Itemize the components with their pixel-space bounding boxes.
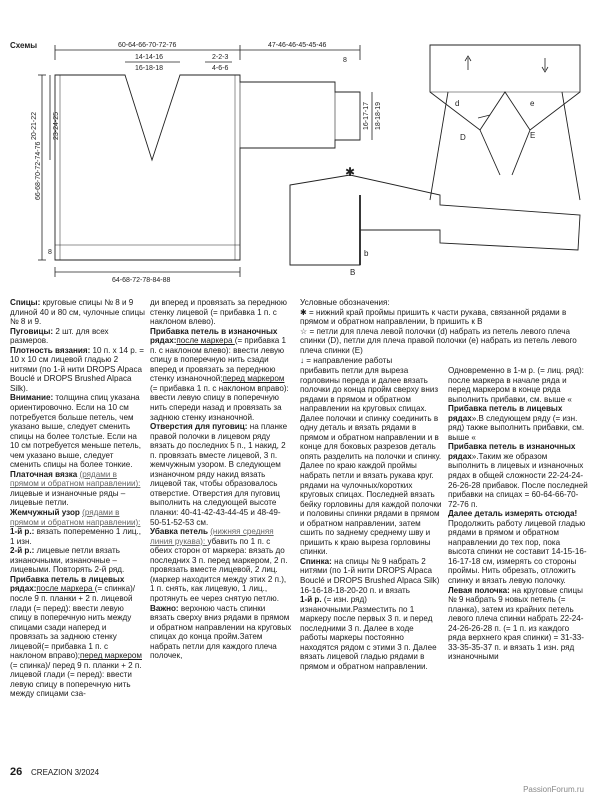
text-column-3: [300, 366, 442, 672]
text-segment: 1-й р.:: [10, 527, 37, 537]
text-segment: Продолжить работу лицевой гладью рядами в прямом и обратном направлении до тех пор, пока высота спинки не составит 14-15-16-16-17-18 см, измерять со стороны проймы. Нить обрезать, отложить спинку и вязать левую полочку.: [448, 518, 587, 586]
text-segment: вязать попеременно 1 лиц., 1 изн.: [10, 527, 142, 546]
text-segment: Спинка:: [300, 556, 335, 566]
text-segment: (нижняя средняя линия рукава):: [150, 527, 274, 546]
paragraph: [10, 575, 146, 699]
text-segment: Прибавка петель в лицевых рядах:: [10, 574, 125, 594]
text-segment: на планке правой полочки в лицевом ряду вязать до последних 5 п., 1 накид, 2 п. провязать вместе лицевой, 3 п. жемчужным узором. В следующем изнаночном ряду накид вязать лицевой так, чтобы образовалось отверстие. Отверстия для пуговиц выполнить на следующей высоте планки: 40-41-42-43-44-45 и 48-49-50-51-52-53 см.: [150, 422, 288, 527]
text-segment: Прибавка петель в изнаночных рядах: [448, 442, 576, 461]
text-segment: 2 шт. для всех размеров.: [10, 326, 109, 346]
text-segment: 10 п. х 14 р. = 10 х 10 см лицевой гладью 2 нитями (по 1-й нити DROPS Alpaca Bouclé и DROPS Brushed Alpaca Silk).: [10, 345, 144, 393]
paragraph: [300, 366, 442, 557]
legend-item-star-outline: [300, 327, 590, 356]
dim-neck-depth-2: 23-24-25: [53, 111, 60, 140]
watermark: PassionForum.ru: [523, 785, 584, 794]
mark-E: E: [530, 131, 536, 140]
text-segment: Левая полочка:: [448, 585, 513, 595]
legend-text-1: = нижний край проймы пришить к части рукава, связанной рядами в прямом и обратном направлении, b пришить к B: [300, 307, 567, 327]
text-segment: Спицы:: [10, 298, 43, 307]
dim-sleeve-length: 47-46-46-45-45-46: [268, 42, 327, 49]
text-segment: (рядами в прямом и обратном направлении):: [10, 469, 141, 489]
paragraph: [10, 327, 146, 346]
text-segment: Далее деталь измерять отсюда!: [448, 509, 578, 519]
text-segment: толщина спиц указана ориентировочно. Если на 10 см потребуется больше петель, чем указано выше, следует сменить спицы на более толстые. Если на 10 см потребуется меньше петель, чем указано выше, следует сменить спицы на более тонкие.: [10, 393, 142, 470]
mark-d: d: [455, 99, 460, 108]
text-segment: 1-й р.: [300, 595, 324, 605]
text-segment: перед маркером: [222, 374, 285, 384]
paragraph: [150, 527, 292, 603]
text-column-4: [448, 366, 588, 662]
text-segment: лицевые и изнаночные ряды – лицевые петли.: [10, 488, 126, 508]
paragraph: [10, 527, 146, 546]
text-segment: Платочная вязка: [10, 469, 80, 479]
text-segment: (= спинка)/ перед 9 п. планки + 2 п. лицевой глади (= перед): ввести левую спицу в поперечную нить между спицами сза-: [10, 660, 142, 699]
text-column-2: [150, 298, 292, 661]
dim-neck-2: 16-18-18: [135, 65, 164, 72]
paragraph: [448, 586, 588, 662]
text-segment: Прибавка петель в изнаночных рядах:: [150, 326, 278, 346]
dim-sleeve-w-2: 18-18-19: [375, 101, 382, 130]
star-filled-icon: ✱: [345, 165, 356, 179]
text-segment: 2-й р.:: [10, 546, 37, 556]
legend-text-2: = петли для плеча левой полочки (d) набрать из петель левого плеча спинки (D), петли для плеча правой полочки (e) набрать из петель левого плеча спинки (E): [300, 326, 577, 355]
text-segment: перед маркером: [80, 651, 142, 661]
text-segment: Убавка петель: [150, 527, 211, 537]
paragraph: [10, 298, 146, 327]
paragraph: [150, 298, 292, 327]
paragraph: [150, 327, 292, 422]
text-segment: (= спинка)/ после 9 п. планки + 2 п. лицевой глади (= перед): ввести левую спицу в поперечную нить между спицами сзади наперед и провязать за заднюю стенку лицевой(= прибавка 1 п. с наклоном вправо);: [10, 584, 136, 661]
text-segment: ди вперед и провязать за переднюю стенку лицевой (= прибавка 1 п. с наклоном влево).: [150, 298, 287, 327]
text-segment: Таким же образом выполнить в лицевых и изнаночных рядах в общей сложности 22-24-24-26-26-28 прибавок. После последней прибавки на спицах = 60-64-66-70-72-76 п.: [448, 451, 588, 509]
text-segment: ».: [471, 413, 479, 423]
dim-top-width: 60-64-66-70-72-76: [118, 42, 177, 49]
dim-body-length: 66-68-70-72-74-76: [35, 141, 42, 200]
paragraph: [150, 604, 292, 661]
paragraph: [10, 546, 146, 575]
paragraph: [10, 346, 146, 394]
dim-cuff: 8: [343, 57, 347, 64]
text-segment: Внимание:: [10, 393, 56, 403]
text-segment: (= прибавка 1 п. с наклоном вправо): ввести левую спицу в поперечную нить спереди назад и провязать за заднюю стенку изнаночной.: [150, 383, 289, 422]
dim-neck-1: 14-14-16: [135, 54, 164, 61]
dim-shoulder-1: 2-2-3: [212, 54, 229, 61]
star-filled-icon: ✱: [300, 307, 310, 317]
text-segment: убавить по 1 п. с обеих сторон от маркера: вязать до последних 3 п. перед маркером, 2 п. провязать вместе лицевой, 2 лиц. (маркер находится между этих 2 п.), 1 п. снять, как лицевую, 1 лиц., протянуть ее через снятую петлю.: [150, 536, 288, 603]
text-segment: лицевые петли вязать изнаночными, изнаночные – лицевыми. Повторять 2-й ряд.: [10, 546, 125, 575]
paragraph: [448, 509, 588, 585]
text-segment: верхнюю часть спинки вязать сверху вниз рядами в прямом и обратном направлении на круговых спицах до конца пройм.: [150, 603, 292, 642]
text-segment: Затем набрать петли для каждого плеча полочек,: [150, 632, 277, 661]
direction-arrow-down-icon: [542, 58, 548, 72]
pattern-schematic: [0, 0, 592, 300]
text-segment: Одновременно в 1-м р. (= лиц. ряд): после маркера в начале ряда и перед маркером в конце ряда выполнить прибавки, см. выше «: [448, 366, 584, 404]
dim-hem: 8: [48, 249, 52, 256]
page-number: 26: [10, 766, 23, 778]
legend-title: Условные обозначения:: [300, 298, 390, 307]
text-segment: Жемчужный узор: [10, 508, 83, 518]
paragraph: [10, 393, 146, 469]
schemes-title: Схемы: [10, 41, 38, 50]
text-segment: Важно:: [150, 603, 181, 613]
text-segment: прибавить петли для выреза горловины переда и далее вязать полочки до конца пройм сверху вниз рядами в прямом и обратном направлении на круговых спицах. Далее полочки и спинку соединить в одну деталь и вязать рядами в прямом и обратном направлении и в конце для боковых разрезов деталь опять разделить на полочки и спинку. Далее по краю каждой проймы набрать петли и вязать рукава круг. рядами на чулочных/коротких круговых спицах. Последней вязать бейку горловины для каждой полочки и половины спинки рядами в прямом и обратном направлении, затем сшить по заднему среднему шву и пришить к краю выреза горловины спинки.: [300, 366, 442, 557]
text-segment: Пуговицы:: [10, 326, 56, 336]
dim-shoulder-2: 4-6-6: [212, 65, 229, 72]
text-column-1: [10, 298, 146, 699]
text-segment: (= изн. ряд) изнаночными.: [300, 595, 367, 614]
dim-sleeve-w-1: 16-17-17: [363, 101, 370, 130]
mark-b: b: [364, 249, 369, 258]
text-segment: после маркера: [36, 584, 95, 594]
direction-arrow-up-icon: [465, 56, 471, 70]
legend: [300, 298, 590, 365]
mark-e: e: [530, 99, 535, 108]
text-segment: Разместить по 1 маркеру после первых 3 п. и перед последними 3 п. Далее в ходе работы маркеры постоянно находятся рядом с этими 3 п. Далее вязать лицевой гладью рядами в прямом и обратном направлении.: [300, 604, 437, 671]
mark-B: B: [350, 268, 356, 277]
legend-item-star-filled: [300, 308, 590, 327]
text-segment: Прибавка петель в лицевых рядах: [448, 404, 563, 423]
text-segment: (= прибавка 1 п. с наклоном влево): ввести левую спицу в поперечную нить сзади вперед и провязать за переднюю стенку изнаночной;: [150, 336, 287, 384]
text-segment: В следующем ряду (= изн. ряд) также выполнить прибавки, см. выше «: [448, 413, 585, 442]
paragraph: [448, 404, 588, 442]
text-segment: на круговые спицы № 9 набрать 9 новых петель (= планка), затем из крайних петель левого плеча спинки набрать 22-24-24-26-26-28 п. (= 1 п. из каждого ряда верхнего края спинки) = 31-33-33-35-35-37 п. и вязать 1 изн. ряд изнаночными: [448, 585, 584, 662]
magazine-name: CREAZION 3/2024: [31, 768, 100, 777]
text-segment: круговые спицы № 8 и 9 длиной 40 и 80 см, чулочные спицы № 8 и 9.: [10, 298, 145, 327]
text-segment: на спицы № 9 набрать 2 нитями (по 1-й нити DROPS Alpaca Bouclé и DROPS Brushed Alpaca Silk) 16-16-18-18-20-20 п. и вязать: [300, 556, 440, 595]
page-footer: [10, 766, 99, 778]
legend-text-3: = направление работы: [306, 355, 393, 365]
paragraph: [300, 595, 442, 671]
paragraph: [300, 557, 442, 595]
text-segment: Отверстия для пуговиц:: [150, 422, 250, 432]
text-segment: (рядами в прямом и обратном направлении):: [10, 508, 141, 527]
mark-D: D: [460, 133, 466, 142]
paragraph: [448, 442, 588, 509]
arrow-down-icon: ↓: [300, 355, 307, 365]
legend-item-arrow: [300, 356, 590, 366]
paragraph: [150, 422, 292, 527]
paragraph: [10, 470, 146, 508]
paragraph: [448, 366, 588, 404]
paragraph: [10, 508, 146, 527]
star-outline-icon: ☆: [300, 326, 310, 336]
text-segment: ».: [471, 451, 479, 461]
dim-neck-depth-1: 20-21-22: [31, 111, 38, 140]
dim-bottom-width: 64-68-72-78-84-88: [112, 277, 171, 284]
text-segment: после маркера: [176, 336, 235, 346]
text-segment: Плотность вязания:: [10, 345, 93, 355]
